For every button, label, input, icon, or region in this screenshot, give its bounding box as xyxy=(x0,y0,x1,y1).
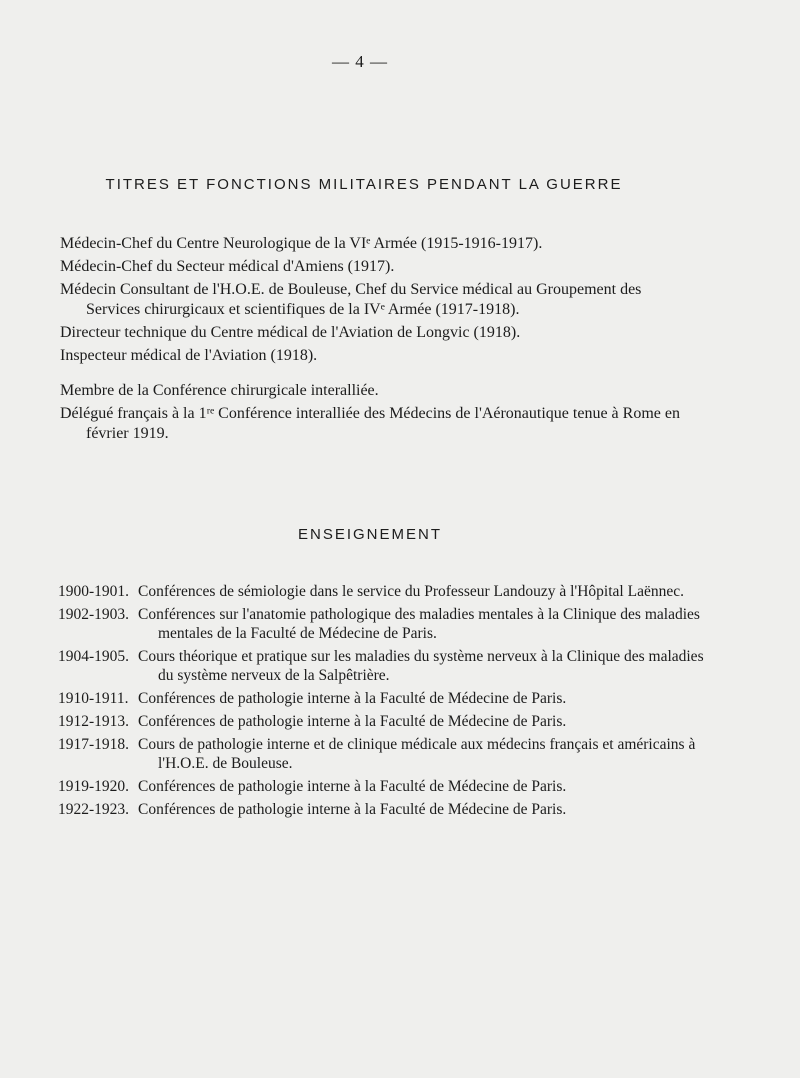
teaching-description: Conférences de pathologie interne à la Faculté de Médecine de Paris. xyxy=(138,801,567,818)
teaching-description: Cours de pathologie interne et de clinique médicale aux médecins français et américains à l'H.O.E. de Bouleuse. xyxy=(138,736,696,772)
teaching-years: 1919-1920. xyxy=(58,778,130,795)
military-posts-list xyxy=(60,234,684,369)
teaching-years: 1910-1911. xyxy=(58,690,129,707)
teaching-entry xyxy=(58,605,708,643)
teaching-years: 1922-1923. xyxy=(58,801,130,818)
teaching-years: 1917-1918. xyxy=(58,736,130,753)
military-section-heading: TITRES ET FONCTIONS MILITAIRES PENDANT LA GUERRE xyxy=(105,176,623,193)
teaching-entry xyxy=(58,582,708,601)
teaching-entry xyxy=(58,777,708,796)
teaching-description: Conférences de pathologie interne à la Faculté de Médecine de Paris. xyxy=(138,713,567,730)
teaching-entry xyxy=(58,689,708,708)
military-post-item: Directeur technique du Centre médical de l'Aviation de Longvic (1918). xyxy=(60,324,521,341)
teaching-description: Conférences de sémiologie dans le service du Professeur Landouzy à l'Hôpital Laënnec. xyxy=(138,583,684,600)
page-number: — 4 — xyxy=(332,52,388,71)
teaching-entry xyxy=(58,712,708,731)
military-post-item: Inspecteur médical de l'Aviation (1918). xyxy=(60,347,318,364)
teaching-description: Conférences de pathologie interne à la Faculté de Médecine de Paris. xyxy=(138,690,567,707)
teaching-years: 1902-1903. xyxy=(58,606,130,623)
teaching-description: Cours théorique et pratique sur les maladies du système nerveux à la Clinique des maladies du système nerveux de la Salpêtrière. xyxy=(138,648,704,684)
teaching-years: 1904-1905. xyxy=(58,648,130,665)
membership-item: Délégué français à la 1ʳᵉ Conférence interalliée des Médecins de l'Aéronautique tenue à Rome en février 1919. xyxy=(60,405,680,442)
teaching-years: 1912-1913. xyxy=(58,713,130,730)
teaching-entry xyxy=(58,800,708,819)
membership-item: Membre de la Conférence chirurgicale interalliée. xyxy=(60,382,379,399)
teaching-description: Conférences de pathologie interne à la Faculté de Médecine de Paris. xyxy=(138,778,567,795)
military-post-item: Médecin-Chef du Centre Neurologique de la VIᵉ Armée (1915-1916-1917). xyxy=(60,235,543,252)
memberships-list xyxy=(60,381,684,447)
teaching-description: Conférences sur l'anatomie pathologique des maladies mentales à la Clinique des maladies mentales de la Faculté de Médecine de Paris. xyxy=(138,606,700,642)
military-post-item: Médecin Consultant de l'H.O.E. de Bouleuse, Chef du Service médical au Groupement des Services chirurgicaux et scientifiques de la IVᵉ Armée (1917-1918). xyxy=(60,281,642,318)
teaching-section-heading: ENSEIGNEMENT xyxy=(297,526,442,543)
teaching-list xyxy=(58,582,708,823)
teaching-entry xyxy=(58,735,708,773)
teaching-entry xyxy=(58,647,708,685)
military-post-item: Médecin-Chef du Secteur médical d'Amiens (1917). xyxy=(60,258,395,275)
teaching-years: 1900-1901. xyxy=(58,583,130,600)
